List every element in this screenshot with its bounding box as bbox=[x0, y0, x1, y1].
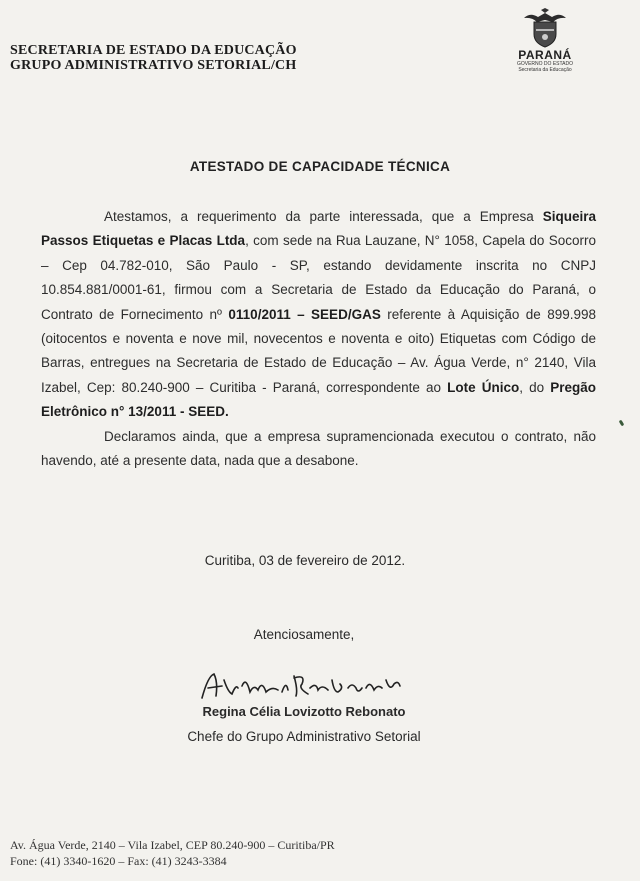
letterhead-line-1: SECRETARIA DE ESTADO DA EDUCAÇÃO bbox=[10, 43, 297, 58]
logo-name: PARANÁ bbox=[518, 48, 572, 62]
paragraph-1-text-b: , com sede na Rua Lauzane, N° 1058, Capela do Socorro – Cep 04.782-010, São Paulo - SP, estando devidamente inscrita no CNPJ 10.854.881/0001-61, firmou com a Secretaria de Estado da Educação do Paraná, o Contrato de Fornecimento nº bbox=[41, 233, 597, 322]
parana-logo bbox=[500, 8, 590, 73]
footer-line-2: Fone: (41) 3340-1620 – Fax: (41) 3243-3384 bbox=[10, 854, 227, 868]
document-body bbox=[41, 205, 596, 473]
lot-label: Lote Único bbox=[447, 379, 520, 395]
paragraph-1 bbox=[41, 205, 596, 425]
signer-role: Chefe do Grupo Administrativo Setorial bbox=[187, 729, 421, 744]
letterhead bbox=[10, 43, 297, 73]
letterhead-line-2: GRUPO ADMINISTRATIVO SETORIAL/CH bbox=[10, 58, 297, 73]
signer-name: Regina Célia Lovizotto Rebonato bbox=[202, 704, 406, 719]
place-date: Curitiba, 03 de fevereiro de 2012. bbox=[204, 553, 406, 568]
contract-number: 0110/2011 – SEED/GAS bbox=[228, 306, 381, 322]
scan-mark bbox=[619, 420, 625, 427]
paragraph-1-text-c: referente à Aquisição de 899.998 (oitocentos e noventa e nove mil, novecentos e noventa e oito) Etiquetas com Código de Barras, entregues na Secretaria de Estado de Educação – Av. Água Verde, n° 2140, Vila Izabel, Cep: 80.240-900 – Curitiba - Paraná, correspondente ao bbox=[41, 306, 597, 395]
paragraph-2: Declaramos ainda, que a empresa supramencionada executou o contrato, não havendo, até a presente data, nada que a desabone. bbox=[41, 428, 596, 469]
signature-scribble bbox=[198, 670, 408, 706]
document-title: ATESTADO DE CAPACIDADE TÉCNICA bbox=[189, 159, 451, 174]
company-name: Siqueira Passos Etiquetas e Placas Ltda bbox=[41, 209, 596, 249]
logo-subtitle-1: GOVERNO DO ESTADO bbox=[516, 61, 574, 67]
auction-number: Pregão Eletrônico n° 13/2011 - SEED. bbox=[41, 379, 596, 420]
paragraph-1-text-d: , do bbox=[519, 379, 551, 395]
closing-salutation: Atenciosamente, bbox=[253, 627, 355, 642]
logo-subtitle-2: Secretaria da Educação bbox=[518, 67, 572, 73]
parana-coat-of-arms-icon bbox=[522, 8, 568, 48]
footer-line-1: Av. Água Verde, 2140 – Vila Izabel, CEP 80.240-900 – Curitiba/PR bbox=[10, 838, 335, 852]
footer-address bbox=[10, 837, 335, 869]
paragraph-1-text-a: Atestamos, a requerimento da parte interessada, que a Empresa bbox=[104, 209, 543, 224]
